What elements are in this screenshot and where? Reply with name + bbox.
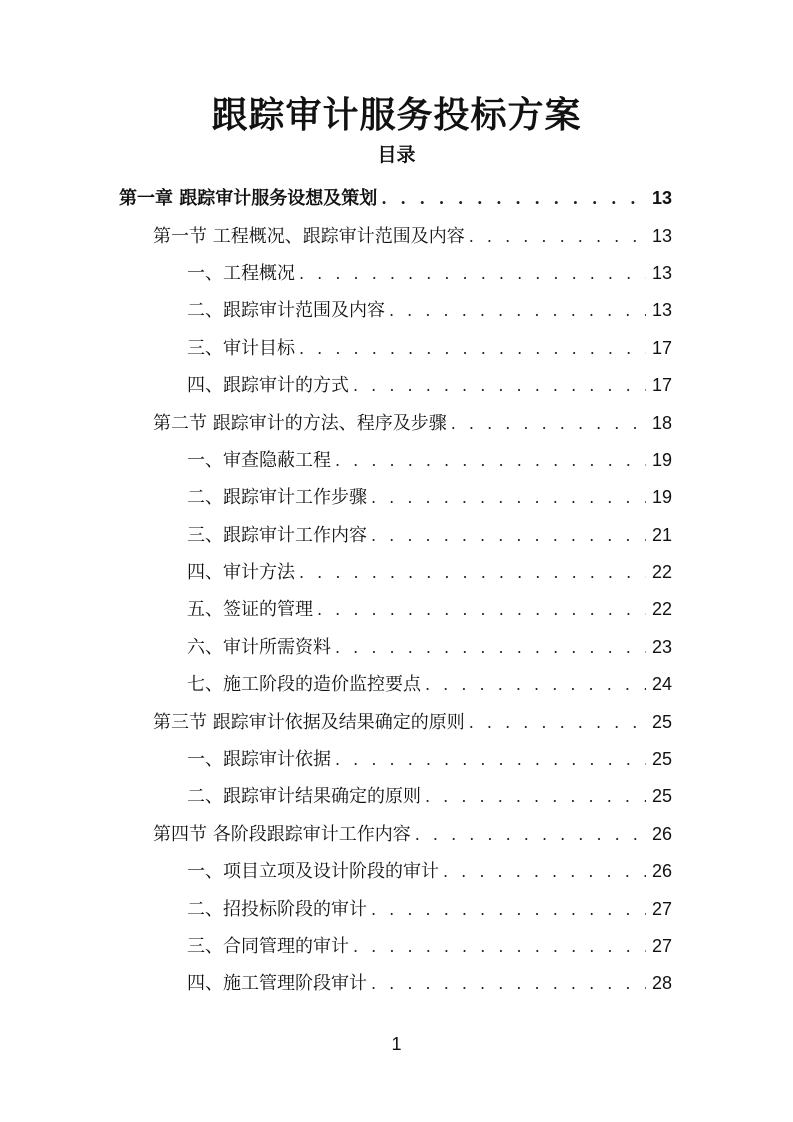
- toc-entry[interactable]: [0, 853, 793, 890]
- table-of-contents: [0, 180, 793, 1003]
- toc-entry[interactable]: [0, 965, 793, 1002]
- toc-dot-leader: [381, 180, 646, 217]
- toc-dot-leader: [353, 928, 646, 965]
- toc-entry-page: 19: [651, 449, 672, 470]
- toc-dot-leader: [469, 218, 646, 255]
- toc-entry[interactable]: [0, 890, 793, 927]
- toc-dot-leader: [335, 442, 646, 479]
- toc-entry-label: 三、跟踪审计工作内容: [187, 524, 367, 546]
- toc-dot-leader: [371, 479, 646, 516]
- toc-entry-page: 25: [651, 786, 672, 807]
- toc-dot-leader: [299, 255, 646, 292]
- toc-dot-leader: [389, 292, 646, 329]
- toc-dot-leader: [425, 778, 646, 815]
- toc-dot-leader: [415, 816, 646, 853]
- toc-entry-label: 七、施工阶段的造价监控要点: [187, 674, 421, 696]
- toc-dot-leader: [451, 405, 646, 442]
- toc-entry[interactable]: [0, 666, 793, 703]
- toc-entry-label: 六、审计所需资料: [187, 636, 331, 658]
- toc-entry-page: 25: [651, 711, 672, 732]
- toc-dot-leader: [371, 891, 646, 928]
- toc-entry-label: 第二节 跟踪审计的方法、程序及步骤: [153, 412, 447, 434]
- toc-entry-page: 25: [651, 749, 672, 770]
- document-title: 跟踪审计服务投标方案: [211, 94, 582, 136]
- toc-entry[interactable]: [0, 367, 793, 404]
- toc-dot-leader: [335, 629, 646, 666]
- toc-entry[interactable]: [0, 180, 793, 217]
- toc-entry-page: 28: [651, 973, 672, 994]
- toc-dot-leader: [469, 704, 646, 741]
- toc-entry-page: 19: [651, 487, 672, 508]
- toc-entry-label: 第一节 工程概况、跟踪审计范围及内容: [153, 225, 465, 247]
- toc-entry[interactable]: [0, 703, 793, 740]
- toc-entry-page: 17: [651, 337, 672, 358]
- toc-entry[interactable]: [0, 517, 793, 554]
- toc-entry-label: 一、工程概况: [187, 262, 295, 284]
- toc-entry-label: 一、项目立项及设计阶段的审计: [187, 861, 439, 883]
- toc-dot-leader: [317, 591, 646, 628]
- toc-entry-label: 二、跟踪审计工作步骤: [187, 487, 367, 509]
- toc-entry[interactable]: [0, 778, 793, 815]
- toc-entry-label: 第四节 各阶段跟踪审计工作内容: [153, 823, 411, 845]
- toc-entry-label: 三、合同管理的审计: [187, 936, 349, 957]
- toc-dot-leader: [335, 741, 646, 778]
- toc-entry-page: 24: [651, 674, 672, 695]
- toc-dot-leader: [443, 853, 646, 890]
- toc-entry-page: 22: [651, 562, 672, 583]
- toc-entry[interactable]: [0, 591, 793, 628]
- toc-entry-page: 13: [651, 225, 672, 246]
- toc-entry-page: 27: [651, 936, 672, 956]
- toc-dot-leader: [371, 965, 646, 1002]
- toc-entry-label: 四、审计方法: [187, 562, 295, 584]
- toc-entry-label: 第一章 跟踪审计服务设想及策划: [119, 188, 378, 210]
- toc-entry-label: 一、跟踪审计依据: [187, 749, 331, 771]
- toc-entry-label: 三、审计目标: [187, 337, 295, 359]
- toc-entry-page: 13: [651, 300, 672, 321]
- toc-entry-page: 23: [651, 636, 672, 657]
- toc-entry[interactable]: [0, 292, 793, 329]
- toc-entry[interactable]: [0, 442, 793, 479]
- toc-entry-label: 二、招投标阶段的审计: [187, 898, 367, 920]
- toc-entry-label: 五、签证的管理: [187, 599, 313, 621]
- page-number: 1: [391, 1034, 402, 1054]
- toc-heading: 目录: [377, 144, 416, 166]
- toc-entry-page: 13: [651, 262, 672, 283]
- toc-entry[interactable]: [0, 928, 793, 965]
- toc-dot-leader: [299, 554, 646, 591]
- toc-entry-page: 13: [651, 188, 672, 209]
- toc-dot-leader: [353, 367, 646, 404]
- toc-entry-page: 21: [651, 524, 672, 545]
- toc-entry-page: 26: [651, 823, 672, 844]
- toc-entry[interactable]: [0, 816, 793, 853]
- toc-entry[interactable]: [0, 217, 793, 254]
- toc-entry[interactable]: [0, 629, 793, 666]
- toc-dot-leader: [425, 666, 646, 703]
- toc-entry[interactable]: [0, 479, 793, 516]
- toc-entry-label: 一、审查隐蔽工程: [187, 449, 331, 471]
- toc-entry[interactable]: [0, 554, 793, 591]
- toc-entry-label: 二、跟踪审计结果确定的原则: [187, 786, 421, 808]
- toc-entry-label: 四、跟踪审计的方式: [187, 375, 349, 397]
- toc-entry-page: 26: [651, 861, 672, 882]
- toc-dot-leader: [299, 330, 646, 367]
- toc-entry-label: 第三节 跟踪审计依据及结果确定的原则: [153, 711, 465, 733]
- toc-entry[interactable]: [0, 330, 793, 367]
- toc-entry-page: 27: [651, 898, 672, 919]
- toc-entry-page: 17: [651, 375, 672, 396]
- toc-entry-page: 22: [651, 599, 672, 620]
- toc-entry[interactable]: [0, 404, 793, 441]
- toc-entry-label: 四、施工管理阶段审计: [187, 973, 367, 995]
- toc-dot-leader: [371, 517, 646, 554]
- toc-entry-page: 18: [651, 412, 672, 433]
- toc-entry-label: 二、跟踪审计范围及内容: [187, 300, 385, 322]
- toc-entry[interactable]: [0, 741, 793, 778]
- toc-entry[interactable]: [0, 255, 793, 292]
